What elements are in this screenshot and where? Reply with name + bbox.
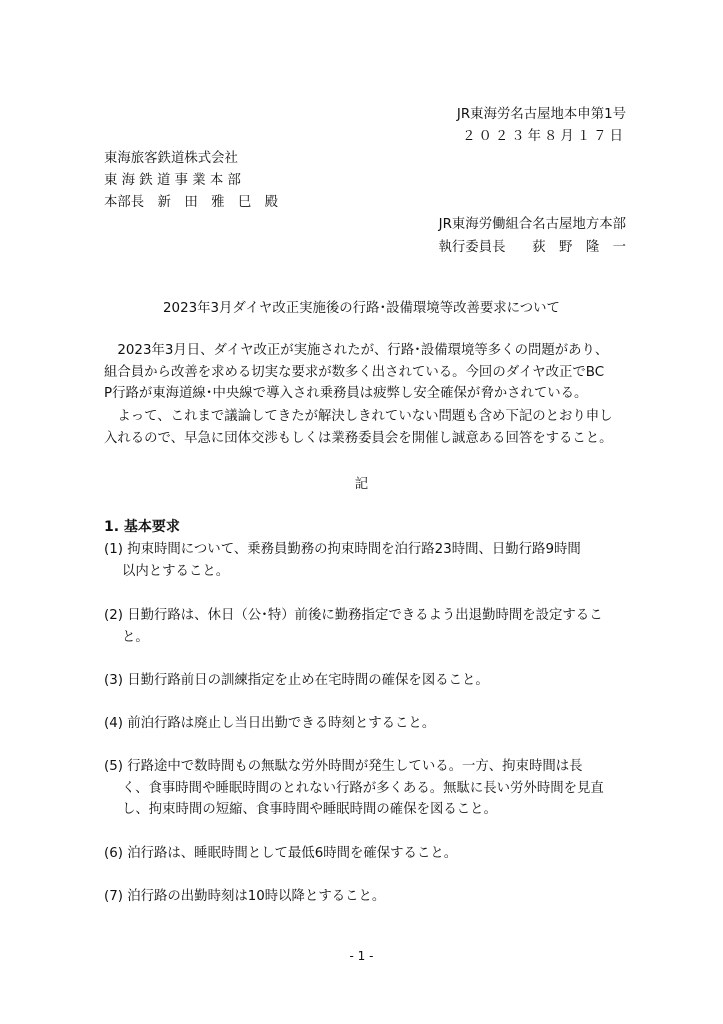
intro-p1-line1: 2023年3月日、ダイヤ改正が実施されたが、行路･設備環境等多くの問題があり、 (104, 343, 609, 358)
document-title: 2023年3月ダイヤ改正実施後の行路･設備環境等改善要求について (163, 301, 560, 316)
intro-paragraph-1 (104, 340, 624, 405)
item-2-line2: と。 (122, 629, 149, 645)
list-item (104, 605, 624, 648)
item-5-line1: (5) 行路途中で数時間もの無駄な労外時間が発生している。一方、拘束時間は長 (104, 759, 583, 774)
section-heading: 1. 基本要求 (104, 519, 180, 535)
item-1-line2: 以内とすること。 (122, 563, 230, 579)
intro-p1-line3: P行路が東海道線･中央線で導入され乗務員は疲弊し安全確保が脅かされている。 (104, 386, 588, 401)
addressee-division: 東 海 鉄 道 事 業 本 部 (104, 173, 241, 188)
list-item (104, 756, 624, 821)
intro-p1-line2: 組合員から改善を求める切実な要求が数多く出されている。今回のダイヤ改正でBC (104, 364, 605, 380)
sender-name: 執行委員長 荻 野 隆 一 (438, 240, 626, 255)
document-date: ２０２３年８月１７日 (462, 129, 626, 144)
list-item (104, 539, 624, 582)
sender-organization: JR東海労働組合名古屋地方本部 (438, 217, 626, 232)
item-5-line3: し、拘束時間の短縮、食事時間や睡眠時間の確保を図ること。 (122, 802, 497, 817)
addressee-person: 本部長 新 田 雅 巳 殿 (104, 195, 279, 210)
list-item (104, 843, 624, 865)
intro-p2-line2: 入れるので、早急に団体交渉もしくは業務委員会を開催し誠意ある回答をすること。 (104, 430, 613, 446)
item-5-line2: く、食事時間や睡眠時間のとれない行路が多くある。無駄に長い労外時間を見直 (122, 780, 604, 796)
document-number: JR東海労名古屋地本申第1号 (456, 107, 626, 122)
ki-marker: 記 (354, 477, 369, 492)
item-6-line1: (6) 泊行路は、睡眠時間として最低6時間を確保すること。 (104, 846, 458, 861)
item-2-line1: (2) 日勤行路は、休日（公･特）前後に勤務指定できるよう出退勤時間を設定するこ (104, 608, 603, 623)
addressee-company: 東海旅客鉄道株式会社 (104, 151, 238, 166)
item-7-line1: (7) 泊行路の出勤時刻は10時以降とすること。 (104, 889, 386, 904)
page-number: - 1 - (349, 949, 374, 963)
list-item (104, 670, 624, 692)
list-item (104, 713, 624, 735)
item-4-line1: (4) 前泊行路は廃止し当日出勤できる時刻とすること。 (104, 716, 436, 731)
item-1-line1: (1) 拘束時間について、乗務員勤務の拘束時間を泊行路23時間、日勤行路9時間 (104, 542, 581, 557)
list-item (104, 886, 624, 908)
item-3-line1: (3) 日勤行路前日の訓練指定を止め在宅時間の確保を図ること。 (104, 673, 489, 688)
intro-p2-line1: よって、これまで議論してきたが解決しきれていない問題も含め下記のとおり申し (104, 409, 613, 424)
intro-paragraph-2 (104, 406, 624, 449)
